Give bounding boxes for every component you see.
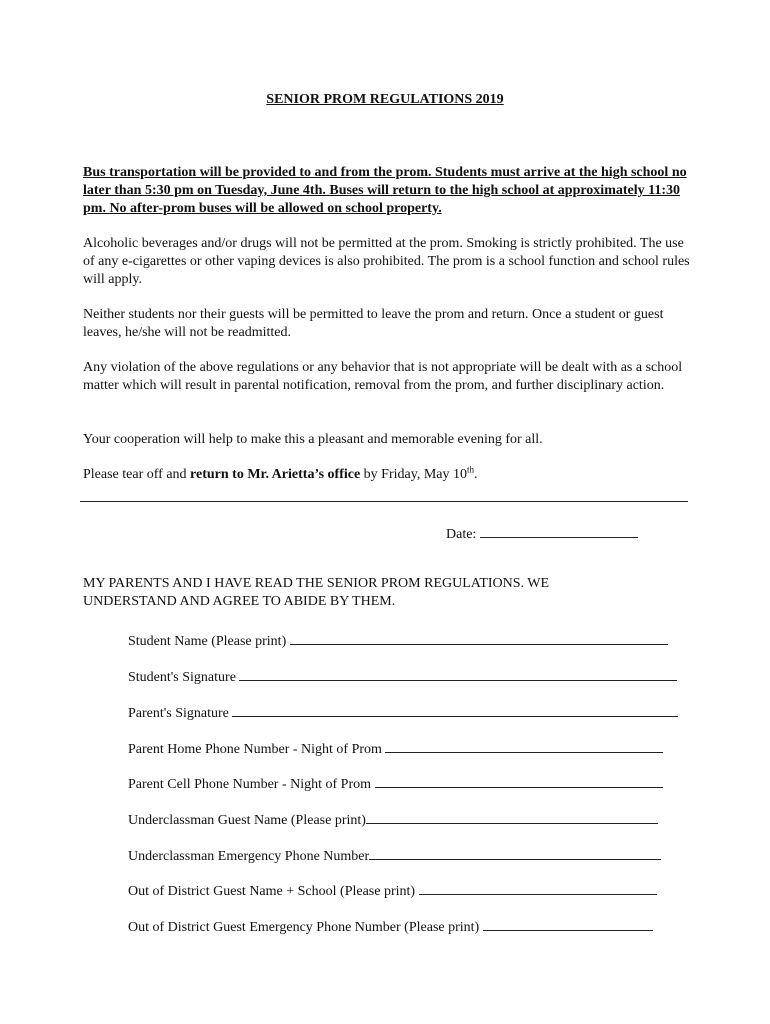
field-label: Student Name (Please print)	[128, 634, 287, 649]
field-label: Out of District Guest Name + School (Please print)	[128, 884, 416, 899]
field-line[interactable]	[369, 845, 661, 860]
field-line[interactable]	[232, 702, 678, 717]
student-name-field[interactable]	[128, 630, 668, 651]
field-line[interactable]	[366, 809, 658, 824]
student-signature-field[interactable]	[128, 666, 677, 687]
page-title: SENIOR PROM REGULATIONS 2019	[266, 92, 504, 107]
field-line[interactable]	[483, 916, 653, 931]
field-label: Out of District Guest Emergency Phone Number (Please print)	[128, 920, 480, 935]
tear-off-bold: return to Mr. Arietta’s office	[190, 467, 361, 482]
parent-signature-field[interactable]	[128, 702, 678, 723]
tear-off-divider	[80, 501, 688, 502]
field-line[interactable]	[290, 630, 668, 645]
field-line[interactable]	[375, 773, 663, 788]
field-line[interactable]	[385, 738, 663, 753]
tear-off-end: .	[474, 467, 478, 482]
field-label: Student's Signature	[128, 670, 236, 685]
date-label: Date:	[446, 527, 477, 542]
cooperation-paragraph: Your cooperation will help to make this a pleasant and memorable evening for all.	[83, 432, 543, 447]
bus-transportation-paragraph: Bus transportation will be provided to and from the prom. Students must arrive at the high school no later than 5:30 pm on Tuesday, June 4th. Buses will return to the high school at approximately 11:30 pm. No after-prom buses will be allowed on school property.	[83, 165, 687, 216]
out-of-district-guest-name-field[interactable]	[128, 880, 657, 901]
agreement-statement: MY PARENTS AND I HAVE READ THE SENIOR PROM REGULATIONS. WE UNDERSTAND AND AGREE TO ABIDE BY THEM.	[83, 576, 550, 609]
leave-policy-paragraph: Neither students nor their guests will be permitted to leave the prom and return. Once a student or guest leaves, he/she will not be readmitted.	[83, 307, 664, 340]
parent-home-phone-field[interactable]	[128, 738, 663, 759]
tear-off-instruction	[83, 466, 693, 484]
field-label: Parent Cell Phone Number - Night of Prom	[128, 777, 372, 792]
field-line[interactable]	[239, 666, 677, 681]
out-of-district-emergency-phone-field[interactable]	[128, 916, 653, 937]
violation-paragraph: Any violation of the above regulations or any behavior that is not appropriate will be dealt with as a school matter which will result in parental notification, removal from the prom, and further disciplinary action.	[83, 360, 683, 393]
field-label: Underclassman Guest Name (Please print)	[128, 813, 366, 828]
date-line[interactable]	[480, 523, 638, 538]
field-line[interactable]	[419, 880, 657, 895]
underclassman-emergency-phone-field[interactable]	[128, 845, 661, 866]
tear-off-sup: th	[466, 464, 474, 475]
underclassman-guest-name-field[interactable]	[128, 809, 658, 830]
tear-off-prefix: Please tear off and	[83, 467, 191, 482]
field-label: Parent's Signature	[128, 706, 229, 721]
date-field[interactable]	[446, 523, 638, 543]
field-label: Underclassman Emergency Phone Number	[128, 849, 370, 864]
alcohol-policy-paragraph: Alcoholic beverages and/or drugs will not be permitted at the prom. Smoking is strictly prohibited. The use of any e-cigarettes or other vaping devices is also prohibited. The prom is a school function and school rules will apply.	[83, 236, 690, 287]
field-label: Parent Home Phone Number - Night of Prom	[128, 742, 382, 757]
tear-off-suffix: by Friday, May 10	[360, 467, 467, 482]
parent-cell-phone-field[interactable]	[128, 773, 663, 794]
